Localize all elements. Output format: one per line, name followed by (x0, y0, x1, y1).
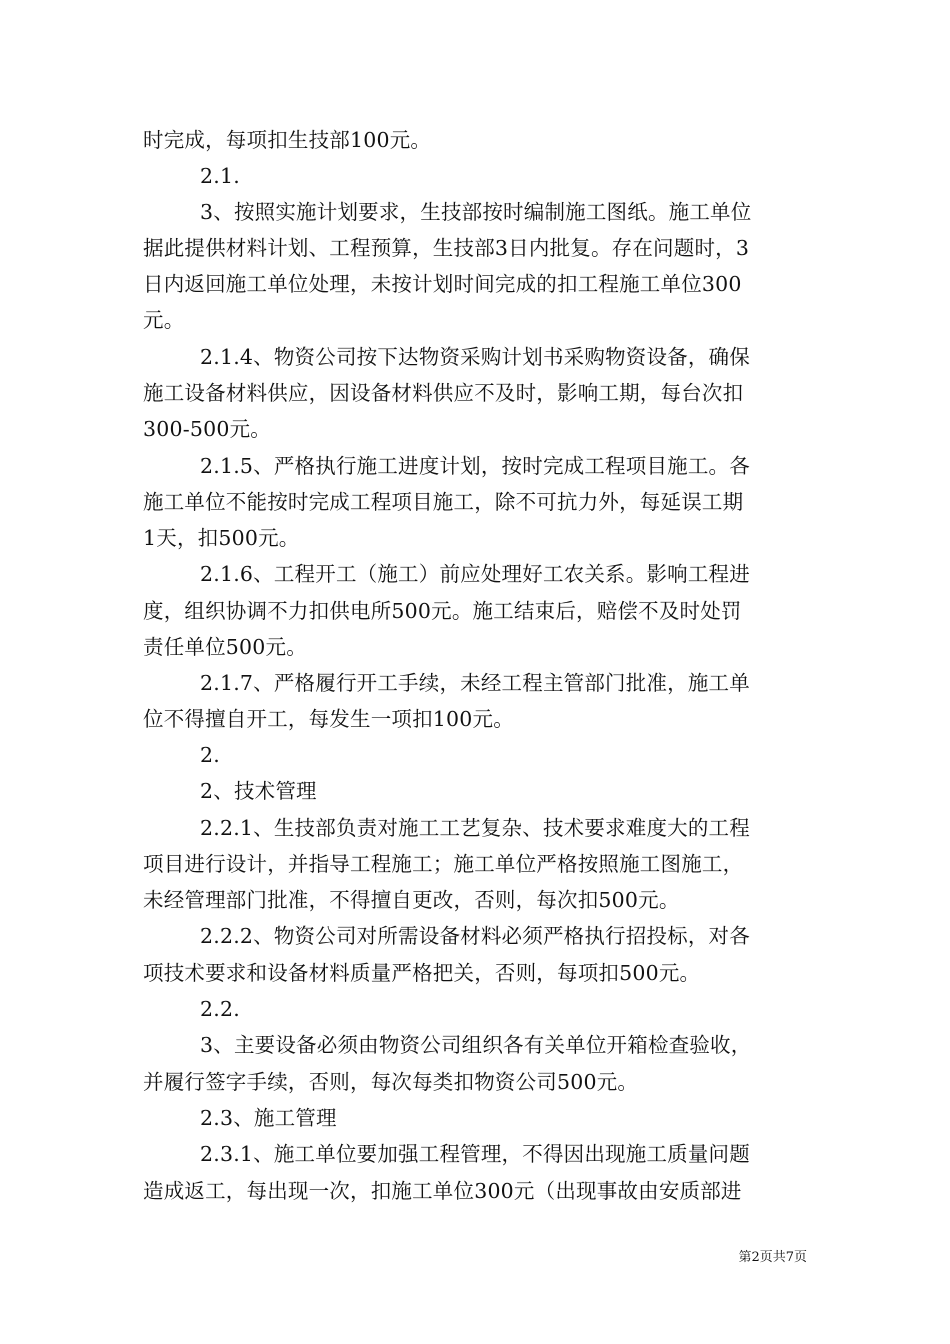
text-line: 日内返回施工单位处理，未按计划时间完成的扣工程施工单位300 (143, 272, 742, 296)
paragraph-start: 2.1.7、严格履行开工手续，未经工程主管部门批准，施工单 (200, 671, 750, 695)
text-line: 施工设备材料供应，因设备材料供应不及时，影响工期，每台次扣 (143, 381, 744, 405)
text-line: 位不得擅自开工，每发生一项扣100元。 (143, 707, 514, 731)
paragraph-start: 3、按照实施计划要求，生技部按时编制施工图纸。施工单位 (200, 200, 752, 224)
text-line: 并履行签字手续，否则，每次每类扣物资公司500元。 (143, 1070, 639, 1094)
paragraph-start: 2.2.2、物资公司对所需设备材料必须严格执行招投标，对各 (200, 924, 750, 948)
paragraph-start: 2.1.4、物资公司按下达物资采购计划书采购物资设备，确保 (200, 345, 750, 369)
section-number: 2.2. (200, 997, 240, 1021)
text-line: 元。 (143, 308, 185, 332)
paragraph-start: 3、主要设备必须由物资公司组织各有关单位开箱检查验收， (200, 1033, 752, 1057)
text-line: 项技术要求和设备材料质量严格把关，否则，每项扣500元。 (143, 961, 701, 985)
text-line: 未经管理部门批准，不得擅自更改，否则，每次扣500元。 (143, 888, 680, 912)
section-heading: 2、技术管理 (200, 779, 317, 803)
text-line: 度，组织协调不力扣供电所500元。施工结束后，赔偿不及时处罚 (143, 599, 742, 623)
text-line: 施工单位不能按时完成工程项目施工，除不可抗力外，每延误工期 (143, 490, 744, 514)
paragraph-start: 2.2.1、生技部负责对施工工艺复杂、技术要求难度大的工程 (200, 816, 750, 840)
section-number: 2.1. (200, 164, 240, 188)
text-line: 时完成，每项扣生技部100元。 (143, 128, 432, 152)
paragraph-start: 2.1.6、工程开工（施工）前应处理好工农关系。影响工程进 (200, 562, 750, 586)
text-line: 责任单位500元。 (143, 635, 307, 659)
text-line: 据此提供材料计划、工程预算，生技部3日内批复。存在问题时，3 (143, 236, 750, 260)
section-heading: 2.3、施工管理 (200, 1106, 337, 1130)
page-number: 第2页共7页 (738, 1250, 807, 1265)
paragraph-start: 2.1.5、严格执行施工进度计划，按时完成工程项目施工。各 (200, 454, 750, 478)
paragraph-start: 2.3.1、施工单位要加强工程管理，不得因出现施工质量问题 (200, 1142, 750, 1166)
section-number: 2. (200, 743, 220, 767)
text-line: 造成返工，每出现一次，扣施工单位300元（出现事故由安质部进 (143, 1179, 742, 1203)
text-line: 300-500元。 (143, 417, 271, 441)
text-line: 1天，扣500元。 (143, 526, 300, 550)
text-line: 项目进行设计，并指导工程施工；施工单位严格按照施工图施工， (143, 852, 744, 876)
